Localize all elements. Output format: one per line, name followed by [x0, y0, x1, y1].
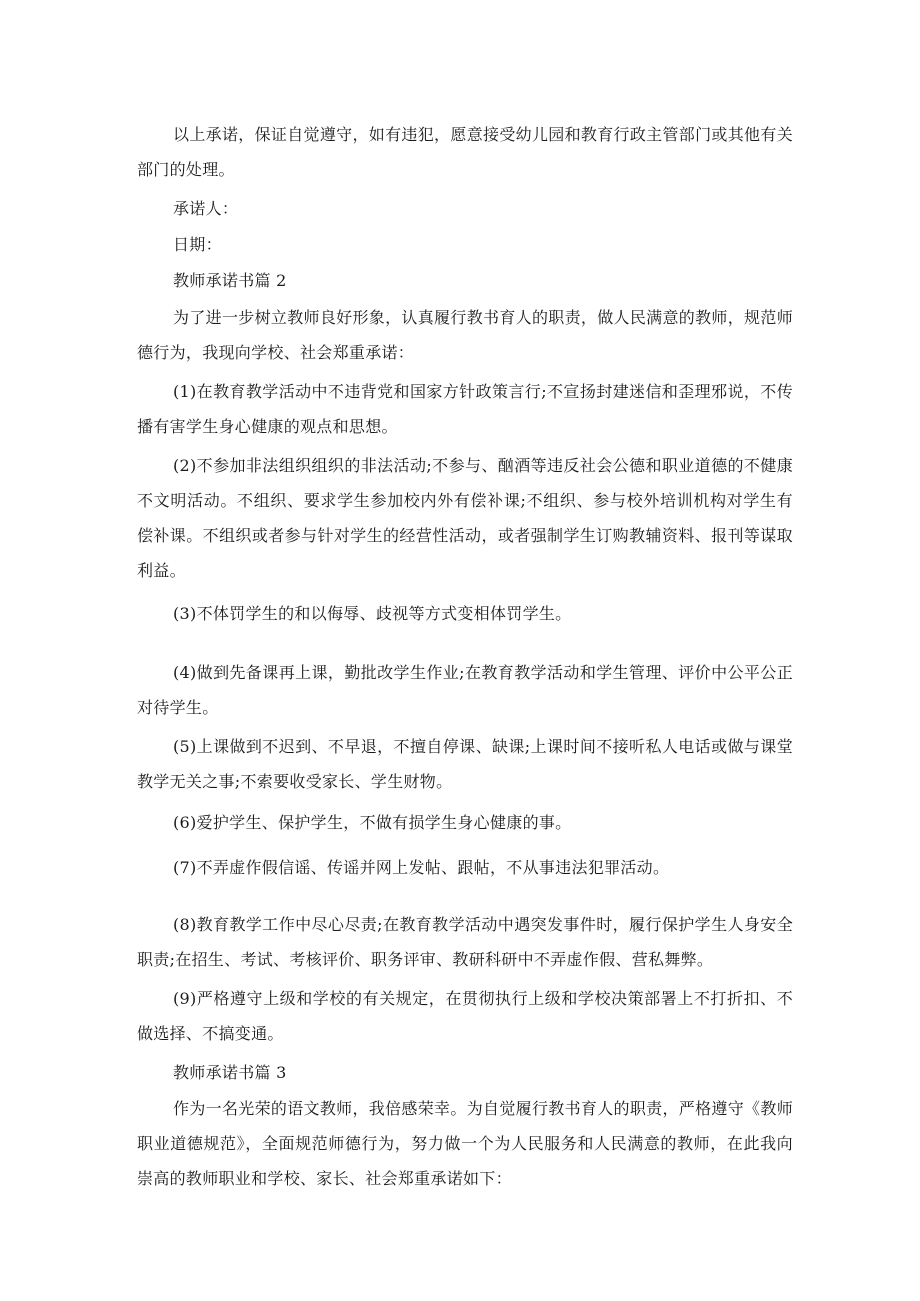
paragraph-item-6: (6)爱护学生、保护学生，不做有损学生身心健康的事。: [173, 813, 572, 832]
paragraph-intro-2: 为了进一步树立教师良好形象，认真履行教书育人的职责，做人民满意的教师，规范师德行为，我现向学校、社会郑重承诺：: [137, 308, 793, 362]
paragraph-commitment-closing: 以上承诺，保证自觉遵守，如有违犯，愿意接受幼儿园和教育行政主管部门或其他有关部门的处理。: [137, 125, 793, 179]
paragraph-item-5: (5)上课做到不迟到、不早退，不擅自停课、缺课;上课时间不接听私人电话或做与课堂教学无关之事;不索要收受家长、学生财物。: [137, 737, 793, 791]
paragraph-intro-3: 作为一名光荣的语文教师，我倍感荣幸。为自觉履行教书育人的职责，严格遵守《教师职业道德规范》，全面规范师德行为，努力做一个为人民服务和人民满意的教师，在此我向崇高的教师职业和学校、家长、社会郑重承诺如下：: [137, 1099, 793, 1188]
paragraph-item-8: (8)教育教学工作中尽心尽责;在教育教学活动中遇突发事件时，履行保护学生人身安全职责;在招生、考试、考核评价、职务评审、教研科研中不弄虚作假、营私舞弊。: [137, 915, 793, 969]
paragraph-item-9: (9)严格遵守上级和学校的有关规定，在贯彻执行上级和学校决策部署上不打折扣、不做选择、不搞变通。: [137, 989, 793, 1043]
paragraph-item-4: (4)做到先备课再上课，勤批改学生作业;在教育教学活动和学生管理、评价中公平公正对待学生。: [137, 663, 793, 717]
paragraph-item-7: (7)不弄虚作假信谣、传谣并网上发帖、跟帖，不从事违法犯罪活动。: [173, 858, 670, 877]
section-heading-2: 教师承诺书篇 2: [173, 271, 287, 290]
paragraph-item-3: (3)不体罚学生的和以侮辱、歧视等方式变相体罚学生。: [173, 604, 572, 623]
paragraph-item-1: (1)在教育教学活动中不违背党和国家方针政策言行;不宣扬封建迷信和歪理邪说，不传播有害学生身心健康的观点和思想。: [137, 382, 793, 436]
section-heading-3: 教师承诺书篇 3: [173, 1063, 287, 1082]
promisor-label: 承诺人：: [173, 199, 239, 218]
paragraph-item-2: (2)不参加非法组织组织的非法活动;不参与、酗酒等违反社会公德和职业道德的不健康不文明活动。不组织、要求学生参加校内外有偿补课;不组织、参与校外培训机构对学生有偿补课。不组织或者参与针对学生的经营性活动，或者强制学生订购教辅资料、报刊等谋取利益。: [137, 456, 793, 580]
date-label: 日期：: [173, 235, 222, 254]
